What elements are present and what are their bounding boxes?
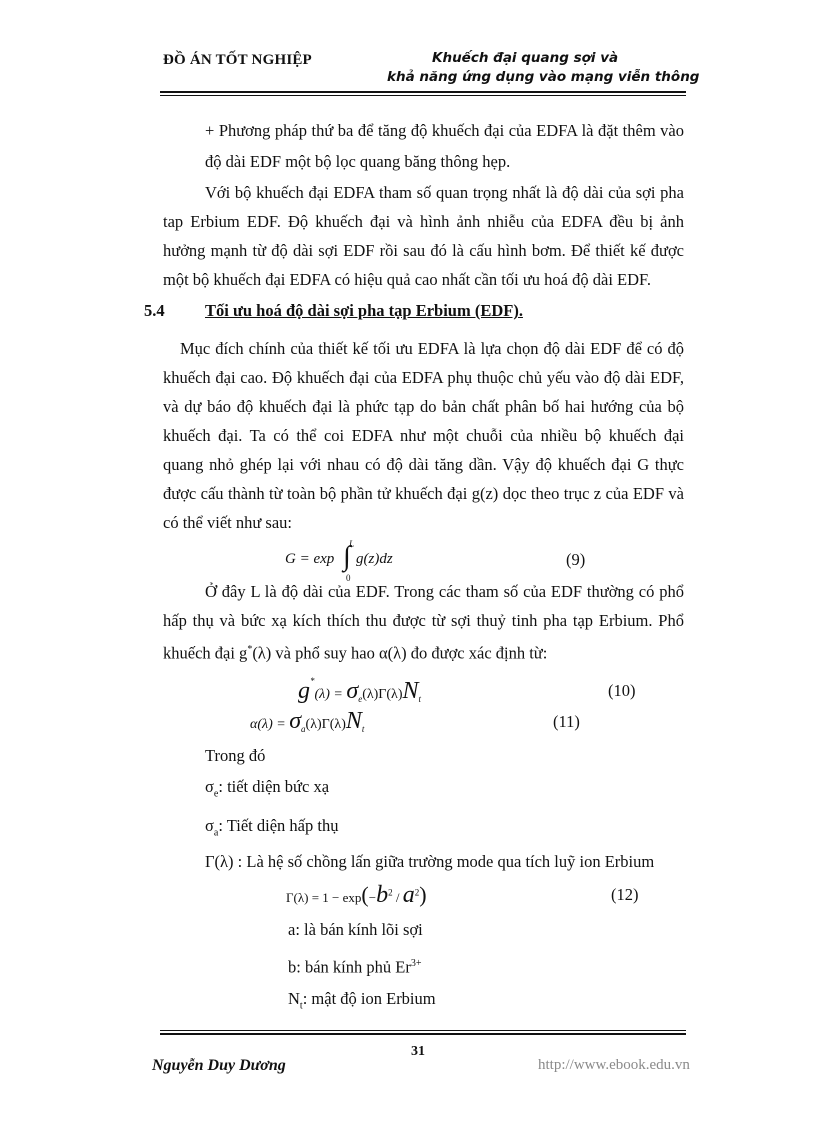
paragraph-line: tap Erbium EDF. Độ khuếch đại và hình ảnh nhiễu của EDFA đều bị ảnh xyxy=(163,212,684,231)
eq12-a: a xyxy=(402,882,415,908)
superscript: * xyxy=(247,644,253,655)
paragraph-line: khuếch đại. Ta có thể coi EDFA như một chuỗi của nhiều bộ khuếch đại xyxy=(163,426,684,445)
section-title: Tối ưu hoá độ dài sợi pha tạp Erbium (EDF). xyxy=(205,301,523,320)
equation-number: (10) xyxy=(608,681,636,700)
header-title-left: ĐỒ ÁN TỐT NGHIỆP xyxy=(163,52,312,68)
eq10-sigma: σ xyxy=(346,678,359,704)
author-name: Nguyễn Duy Dương xyxy=(152,1057,286,1074)
eq10-rest: (λ)Γ(λ) xyxy=(362,687,403,702)
eq12-b: b xyxy=(376,882,389,908)
text-run: khuếch đại g xyxy=(163,643,248,663)
definition-sigma-e xyxy=(205,777,329,804)
equation-10 xyxy=(298,676,421,705)
eq10-star: * xyxy=(310,676,315,686)
eq10-N: N xyxy=(402,678,419,704)
definition-sigma-a xyxy=(205,816,338,843)
equation-9 xyxy=(285,551,334,568)
trong-do-label: Trong đó xyxy=(205,746,266,765)
paragraph-line: Với bộ khuếch đại EDFA tham số quan trọng nhất là độ dài của sợi pha xyxy=(205,183,684,202)
section-number: 5.4 xyxy=(144,301,165,320)
paragraph-line: hưởng mạnh từ độ dài sợi EDF rồi sau đó là cấu hình bơm. Để thiết kế được xyxy=(163,241,684,260)
eq11-Nsub: t xyxy=(361,724,365,735)
symbol: σ xyxy=(205,777,214,796)
header-title-right-line2: khả năng ứng dụng vào mạng viễn thông xyxy=(387,69,700,85)
subscript: t xyxy=(299,1000,303,1012)
eq11-N: N xyxy=(345,708,362,734)
paragraph-line: một bộ khuếch đại EDFA có hiệu quả cao nhất cần tối ưu hoá độ dài EDF. xyxy=(163,270,651,289)
definition-gamma: Γ(λ) : Là hệ số chồng lấn giữa trường mode qua tích luỹ ion Erbium xyxy=(205,852,655,871)
eq11-sub: a xyxy=(301,724,306,735)
eq9-lower-limit: 0 xyxy=(346,573,351,583)
eq11-rest: (λ)Γ(λ) xyxy=(305,717,346,732)
symbol: N xyxy=(288,989,300,1008)
paragraph-line: Mục đích chính của thiết kế tối ưu EDFA là lựa chọn độ dài EDF để có độ xyxy=(180,339,684,358)
paragraph-line: được cấu thành từ toàn bộ phần tử khuếch đại g(z) dọc theo trục z của EDF và xyxy=(163,484,684,503)
paragraph-line: độ dài EDF một bộ lọc quang băng thông hẹp. xyxy=(205,152,511,171)
eq10-g: g xyxy=(298,678,310,704)
header-rule-thin xyxy=(160,95,686,96)
paragraph-line: + Phương pháp thứ ba để tăng độ khuếch đại của EDFA là đặt thêm vào xyxy=(205,121,684,140)
text-run: b: bán kính phủ Er xyxy=(288,957,411,977)
eq9-integral-sign: ∫ xyxy=(343,541,351,572)
eq11-lhs: α(λ) = xyxy=(250,717,290,732)
eq11-sigma: σ xyxy=(289,708,302,734)
eq12-a-sup: 2 xyxy=(414,887,420,898)
paragraph-line: quang nhỏ ghép lại với nhau có độ dài tăng dần. Vậy độ khuếch đại G thực xyxy=(163,455,684,474)
equation-number: (12) xyxy=(611,885,639,904)
superscript: 3+ xyxy=(410,958,422,969)
definition-a: a: là bán kính lõi sợi xyxy=(288,920,423,939)
eq12-slash: / xyxy=(392,890,403,905)
header-rule-thick xyxy=(160,91,686,93)
eq12-b-sup: 2 xyxy=(388,887,393,898)
equation-number: (9) xyxy=(566,550,586,569)
subscript: a xyxy=(213,827,219,839)
paragraph-line: và dự báo độ khuếch đại là phức tạp do bản chất phân bố hai hướng của bộ xyxy=(163,397,684,416)
eq12-minus: − xyxy=(368,890,377,905)
text-run: : Tiết diện hấp thụ xyxy=(218,816,339,835)
definition-nt xyxy=(288,989,436,1016)
eq9-integrand: g(z)dz xyxy=(356,551,393,567)
text-run: (λ) và phổ suy hao α(λ) đo được xác định từ: xyxy=(252,643,548,663)
paragraph-line xyxy=(163,640,547,664)
symbol: σ xyxy=(205,816,214,835)
header-title-right-line1: Khuếch đại quang sợi và xyxy=(432,50,619,66)
footer-rule-thin xyxy=(160,1030,686,1031)
equation-11 xyxy=(250,708,364,735)
page-number: 31 xyxy=(411,1044,425,1059)
eq10-mid: (λ) = xyxy=(314,687,347,702)
source-url-link[interactable]: http://www.ebook.edu.vn xyxy=(538,1057,690,1073)
eq10-Nsub: t xyxy=(418,694,422,705)
subscript: e xyxy=(213,788,219,800)
text-run: : tiết diện bức xạ xyxy=(218,777,330,796)
paragraph-line: hấp thụ và bức xạ kích thích thu được từ sợi thuỷ tinh pha tạp Erbium. Phổ xyxy=(163,611,684,630)
eq12-lhs: Γ(λ) = 1 − exp xyxy=(286,890,362,905)
eq10-sub: e xyxy=(358,694,363,705)
definition-b xyxy=(288,954,421,978)
eq12-paren-open: ( xyxy=(361,882,369,907)
paragraph-line: có thể viết như sau: xyxy=(163,513,292,532)
eq9-lhs: G = exp xyxy=(285,551,335,567)
paragraph-line: khuếch đại cao. Độ khuếch đại của EDFA phụ thuộc chủ yếu vào độ dài EDF, xyxy=(163,368,684,387)
paragraph-line: Ở đây L là độ dài của EDF. Trong các tham số của EDF thường có phổ xyxy=(205,582,684,601)
equation-12 xyxy=(286,882,427,909)
text-run: : mật độ ion Erbium xyxy=(302,989,436,1008)
eq9-upper-limit: L xyxy=(349,539,355,549)
footer-rule-thick xyxy=(160,1033,686,1035)
equation-number: (11) xyxy=(553,712,580,731)
eq12-paren-close: ) xyxy=(419,882,427,907)
